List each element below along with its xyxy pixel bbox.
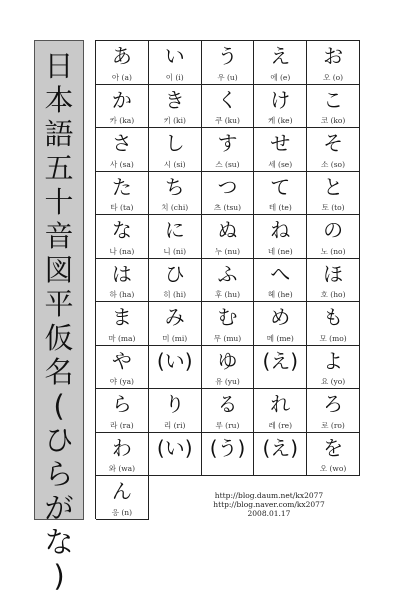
kana-reading: 응 (n)	[111, 507, 133, 517]
kana-cell	[254, 172, 307, 216]
kana-row	[96, 215, 360, 259]
kana-cell	[254, 41, 307, 85]
kana-reading: 타 (ta)	[110, 203, 134, 212]
kana-reading: 마 (ma)	[108, 333, 136, 343]
kana-char: き	[164, 87, 185, 112]
kana-reading: 아 (a)	[111, 72, 132, 82]
title-char: (	[53, 389, 65, 423]
kana-cell	[149, 346, 202, 390]
kana-cell	[149, 302, 202, 346]
kana-char: ゆ	[217, 348, 238, 373]
kana-reading: 메 (me)	[266, 333, 294, 343]
kana-reading: 케 (ke)	[268, 116, 293, 125]
kana-cell	[96, 128, 149, 172]
kana-cell	[254, 85, 307, 129]
kana-reading: 유 (yu)	[215, 377, 240, 386]
kana-cell	[202, 259, 255, 303]
kana-char: を	[323, 435, 344, 460]
kana-char: (え)	[262, 348, 299, 373]
kana-cell	[202, 346, 255, 390]
kana-char: と	[323, 174, 344, 199]
kana-char: せ	[270, 131, 291, 155]
kana-cell	[149, 389, 202, 433]
kana-char: ほ	[323, 261, 344, 286]
kana-cell	[307, 346, 360, 390]
kana-cell	[149, 259, 202, 303]
kana-reading: 로 (ro)	[321, 420, 345, 430]
kana-char: は	[111, 261, 132, 286]
kana-reading: 치 (chi)	[161, 203, 189, 212]
kana-reading: 후 (hu)	[214, 290, 241, 299]
kana-reading: 시 (si)	[163, 159, 186, 169]
footer	[204, 491, 334, 518]
kana-char: ろ	[323, 392, 344, 416]
kana-reading: 에 (e)	[270, 72, 291, 82]
title-char: 十	[44, 185, 74, 219]
kana-reading: 헤 (he)	[267, 290, 293, 299]
kana-cell	[254, 346, 307, 390]
kana-char: さ	[111, 131, 132, 155]
kana-char: れ	[270, 392, 291, 416]
kana-char: (う)	[209, 435, 246, 460]
title-char: 仮	[44, 321, 74, 355]
kana-cell	[307, 389, 360, 433]
kana-char: う	[217, 44, 238, 68]
title-char: ら	[44, 457, 74, 491]
kana-char: ぬ	[217, 218, 238, 242]
kana-cell	[307, 172, 360, 216]
title-char: 本	[44, 83, 74, 117]
kana-char: に	[164, 218, 185, 242]
kana-char: え	[270, 44, 291, 68]
kana-row	[96, 302, 360, 346]
kana-cell	[149, 215, 202, 259]
kana-cell	[96, 172, 149, 216]
kana-char: へ	[270, 261, 291, 286]
kana-row	[96, 85, 360, 129]
kana-reading: 코 (ko)	[320, 116, 346, 125]
kana-char: つ	[217, 174, 238, 199]
kana-cell	[149, 128, 202, 172]
kana-cell	[307, 259, 360, 303]
kana-cell	[96, 85, 149, 129]
kana-cell	[96, 215, 149, 259]
kana-char: お	[323, 44, 344, 68]
kana-char: し	[164, 131, 185, 155]
kana-reading: 누 (nu)	[214, 246, 241, 256]
kana-cell	[96, 41, 149, 85]
kana-reading: 츠 (tsu)	[213, 203, 242, 212]
kana-cell	[307, 41, 360, 85]
kana-cell	[254, 259, 307, 303]
kana-reading: 이 (i)	[165, 72, 184, 82]
kana-cell	[202, 389, 255, 433]
kana-reading: 세 (se)	[268, 159, 293, 169]
title-char: 音	[44, 219, 74, 253]
kana-char: る	[217, 392, 238, 416]
kana-char: (え)	[262, 435, 299, 460]
kana-cell	[96, 259, 149, 303]
kana-cell	[254, 215, 307, 259]
kana-cell	[202, 41, 255, 85]
title-char: 五	[44, 151, 74, 185]
kana-reading: 루 (ru)	[215, 420, 240, 430]
kana-reading: 히 (hi)	[163, 290, 187, 299]
kana-char: ん	[111, 479, 132, 503]
kana-char: (い)	[156, 348, 193, 373]
kana-cell	[254, 389, 307, 433]
kana-char: め	[270, 305, 291, 329]
kana-reading: 요 (yo)	[320, 377, 346, 386]
title-char: が	[44, 491, 74, 525]
kana-char: (い)	[156, 435, 193, 460]
kana-cell	[96, 433, 149, 477]
kana-cell	[149, 433, 202, 477]
kana-cell	[254, 302, 307, 346]
title-char: 日	[44, 49, 74, 83]
kana-reading: 하 (ha)	[109, 290, 135, 299]
kana-cell	[202, 433, 255, 477]
kana-char: ひ	[164, 261, 185, 286]
kana-cell	[96, 389, 149, 433]
kana-char: ら	[111, 392, 132, 416]
kana-char: り	[164, 392, 185, 416]
kana-char: も	[323, 305, 344, 329]
kana-cell	[202, 128, 255, 172]
kana-row	[96, 346, 360, 390]
kana-cell	[96, 476, 149, 520]
footer-url-daum: http://blog.daum.net/kx2077	[214, 491, 324, 500]
kana-char: そ	[323, 131, 344, 155]
title-char: 図	[44, 253, 74, 287]
kana-row	[96, 172, 360, 216]
title-char: 語	[44, 117, 74, 151]
kana-reading: 미 (mi)	[162, 333, 188, 343]
title-bar	[34, 40, 84, 593]
kana-reading: 사 (sa)	[109, 159, 134, 169]
kana-cell	[202, 302, 255, 346]
kana-cell	[149, 41, 202, 85]
title-char: 平	[44, 287, 74, 321]
kana-row	[96, 433, 360, 477]
kana-reading: 쿠 (ku)	[215, 116, 240, 125]
kana-reading: 와 (wa)	[108, 464, 136, 473]
kana-reading: 야 (ya)	[109, 377, 134, 386]
kana-reading: 네 (ne)	[267, 246, 293, 256]
kana-cell	[307, 128, 360, 172]
kana-cell	[254, 433, 307, 477]
kana-cell	[254, 128, 307, 172]
kana-reading: 무 (mu)	[213, 333, 242, 343]
kana-char: け	[270, 87, 291, 112]
kana-cell	[202, 85, 255, 129]
kana-cell	[96, 346, 149, 390]
title-char: ひ	[44, 423, 74, 457]
kana-cell	[96, 302, 149, 346]
kana-char: な	[111, 218, 132, 242]
title-char: な	[44, 525, 74, 559]
kana-reading: 나 (na)	[109, 246, 135, 256]
kana-char: わ	[111, 435, 132, 460]
kana-reading: 스 (su)	[215, 159, 240, 169]
kana-reading: 리 (ri)	[163, 420, 186, 430]
footer-url-naver: http://blog.naver.com/kx2077	[213, 500, 325, 509]
kana-char: ち	[164, 174, 185, 199]
kana-char: よ	[323, 348, 344, 373]
kana-char: い	[164, 44, 185, 68]
kana-cell	[307, 215, 360, 259]
kana-reading: 테 (te)	[268, 203, 292, 212]
kana-char: す	[217, 131, 238, 155]
kana-reading: 우 (u)	[217, 72, 238, 82]
kana-row	[96, 128, 360, 172]
empty-cell	[149, 476, 202, 520]
kana-row	[96, 41, 360, 85]
title-char: )	[53, 559, 65, 593]
kana-reading: 노 (no)	[320, 246, 346, 256]
kana-cell	[307, 433, 360, 477]
kana-row	[96, 259, 360, 303]
kana-char: む	[217, 305, 238, 329]
footer-date: 2008.01.17	[247, 509, 291, 518]
kana-char: か	[111, 87, 132, 112]
kana-row	[96, 389, 360, 433]
kana-char: や	[111, 348, 132, 373]
kana-grid	[95, 40, 360, 519]
kana-cell	[149, 172, 202, 216]
kana-char: あ	[111, 44, 132, 68]
kana-char: の	[323, 218, 344, 242]
kana-cell	[202, 215, 255, 259]
kana-char: ね	[270, 218, 291, 242]
kana-reading: 오 (o)	[323, 72, 344, 82]
kana-cell	[149, 85, 202, 129]
kana-char: く	[217, 87, 238, 112]
kana-reading: 니 (ni)	[163, 246, 187, 256]
kana-cell	[202, 172, 255, 216]
title-char: 名	[44, 355, 74, 389]
kana-reading: 모 (mo)	[319, 333, 347, 343]
kana-cell	[307, 302, 360, 346]
kana-reading: 카 (ka)	[109, 116, 135, 125]
kana-reading: 호 (ho)	[320, 290, 346, 299]
kana-char: こ	[323, 87, 344, 112]
kana-char: た	[111, 174, 132, 199]
kana-reading: 키 (ki)	[163, 116, 186, 125]
kana-reading: 토 (to)	[321, 203, 345, 212]
kana-reading: 소 (so)	[321, 159, 346, 169]
kana-reading: 오 (wo)	[319, 464, 347, 473]
kana-char: ふ	[217, 261, 238, 286]
kana-char: み	[164, 305, 185, 329]
kana-char: ま	[111, 305, 132, 329]
kana-reading: 레 (re)	[268, 420, 293, 430]
kana-reading: 라 (ra)	[110, 420, 134, 430]
kana-char: て	[270, 174, 291, 199]
kana-cell	[307, 85, 360, 129]
